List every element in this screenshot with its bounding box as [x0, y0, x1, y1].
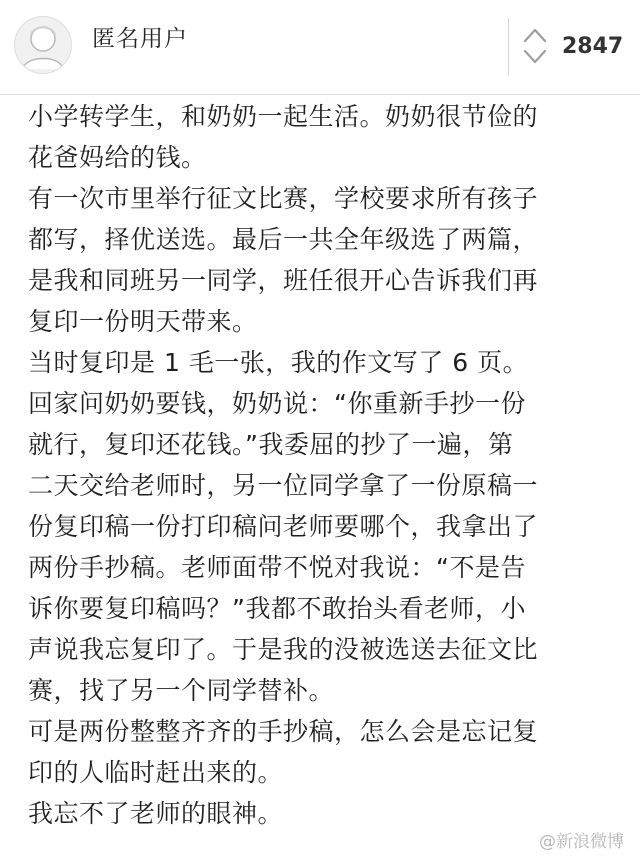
- text-line: 两份手抄稿。老师面带不悦对我说：“不是告: [28, 553, 526, 582]
- text-line: 复印一份明天带来。: [28, 307, 258, 336]
- text-line: 我忘不了老师的眼神。: [28, 799, 284, 828]
- text-line: 声说我忘复印了。于是我的没被选送去征文比: [28, 635, 539, 664]
- text-line: 二天交给老师时，另一位同学拿了一份原稿一: [28, 471, 539, 500]
- vote-arrows-icon[interactable]: [522, 24, 548, 68]
- text-line: 是我和同班另一同学，班任很开心告诉我们再: [28, 266, 539, 295]
- text-line: 小学转学生，和奶奶一起生活。奶奶很节俭的: [28, 102, 539, 131]
- text-line: 份复印稿一份打印稿问老师要哪个，我拿出了: [28, 512, 539, 541]
- username[interactable]: 匿名用户: [92, 26, 188, 52]
- text-line: 都写，择优送选。最后一共全年级选了两篇，: [28, 225, 539, 254]
- default-avatar-icon: [15, 17, 71, 73]
- text-line: 赛，找了另一个同学替补。: [28, 676, 335, 705]
- text-line: 花爸妈给的钱。: [28, 143, 207, 172]
- avatar[interactable]: [14, 16, 72, 74]
- text-line: 有一次市里举行征文比赛，学校要求所有孩子: [28, 184, 539, 213]
- vote-count: 2847: [562, 34, 624, 59]
- text-line: 就行，复印还花钱。”我委屈的抄了一遍，第: [28, 430, 514, 459]
- text-line: 回家问奶奶要钱，奶奶说：“你重新手抄一份: [28, 389, 526, 418]
- watermark: @新浪微博: [539, 832, 624, 852]
- text-line: 当时复印是 1 毛一张，我的作文写了 6 页。: [28, 348, 529, 377]
- vote-divider: [508, 18, 509, 76]
- text-line: 印的人临时赶出来的。: [28, 758, 284, 787]
- answer-header: [0, 0, 640, 95]
- text-line: 诉你要复印稿吗？”我都不敢抬头看老师，小: [28, 594, 526, 623]
- text-line: 可是两份整整齐齐的手抄稿，怎么会是忘记复: [28, 717, 539, 746]
